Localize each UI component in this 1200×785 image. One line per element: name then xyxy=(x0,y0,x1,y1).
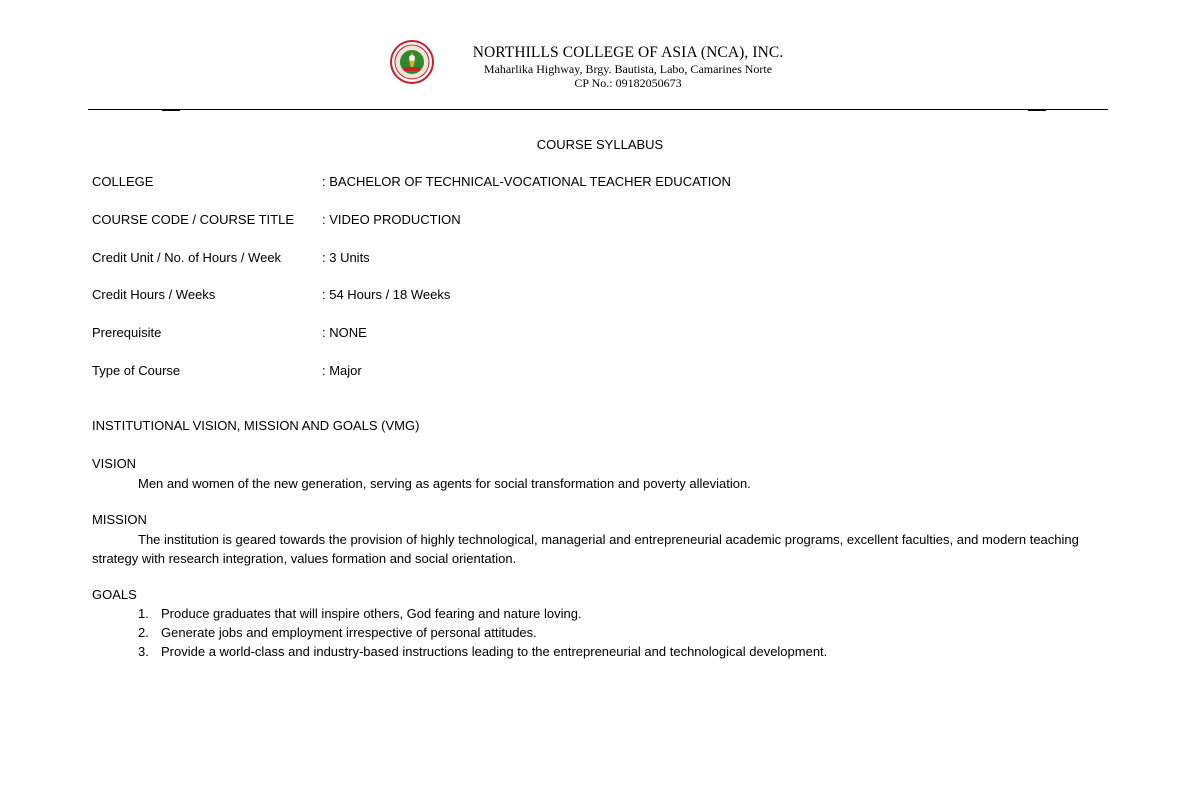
field-value: : 54 Hours / 18 Weeks xyxy=(322,287,451,302)
vision-text: Men and women of the new generation, serving as agents for social transformation and poverty alleviation. xyxy=(138,476,751,491)
field-value: : VIDEO PRODUCTION xyxy=(322,212,461,227)
field-label: Credit Unit / No. of Hours / Week xyxy=(92,250,282,265)
goal-text: Produce graduates that will inspire others, God fearing and nature loving. xyxy=(161,606,582,621)
mission-text: The institution is geared towards the provision of highly technological, managerial and entrepreneurial academic programs, excellent faculties, and modern teaching strategy with research integration, values formation and social orientation. xyxy=(92,532,1079,566)
goal-number: 3. xyxy=(138,644,149,659)
goal-number: 2. xyxy=(138,625,149,640)
vision-heading: VISION xyxy=(92,456,137,471)
vmg-heading: INSTITUTIONAL VISION, MISSION AND GOALS (VMG) xyxy=(92,418,420,433)
field-label: Credit Hours / Weeks xyxy=(92,287,216,302)
goal-text: Provide a world-class and industry-based instructions leading to the entrepreneurial and technological development. xyxy=(161,644,828,659)
header-divider-accent xyxy=(1028,110,1046,111)
header-divider xyxy=(88,109,1108,110)
institution-contact: CP No.: 09182050673 xyxy=(574,76,682,90)
letterhead xyxy=(390,40,810,100)
goal-text: Generate jobs and employment irrespective of personal attitudes. xyxy=(161,625,537,640)
goals-heading: GOALS xyxy=(92,587,137,602)
goal-number: 1. xyxy=(138,606,149,621)
field-label: Prerequisite xyxy=(92,325,162,340)
mission-heading: MISSION xyxy=(92,512,147,527)
field-value: : BACHELOR OF TECHNICAL-VOCATIONAL TEACHER EDUCATION xyxy=(322,174,731,189)
document-title: COURSE SYLLABUS xyxy=(536,137,664,152)
header-divider-accent xyxy=(162,110,180,111)
field-value: : 3 Units xyxy=(322,250,370,265)
field-label: COURSE CODE / COURSE TITLE xyxy=(92,212,295,227)
field-value: : Major xyxy=(322,363,362,378)
field-value: : NONE xyxy=(322,325,367,340)
institution-name: NORTHILLS COLLEGE OF ASIA (NCA), INC. xyxy=(472,44,784,61)
college-seal-icon xyxy=(390,40,434,84)
field-label: COLLEGE xyxy=(92,174,154,189)
field-label: Type of Course xyxy=(92,363,181,378)
institution-address: Maharlika Highway, Brgy. Bautista, Labo, Camarines Norte xyxy=(483,62,773,76)
